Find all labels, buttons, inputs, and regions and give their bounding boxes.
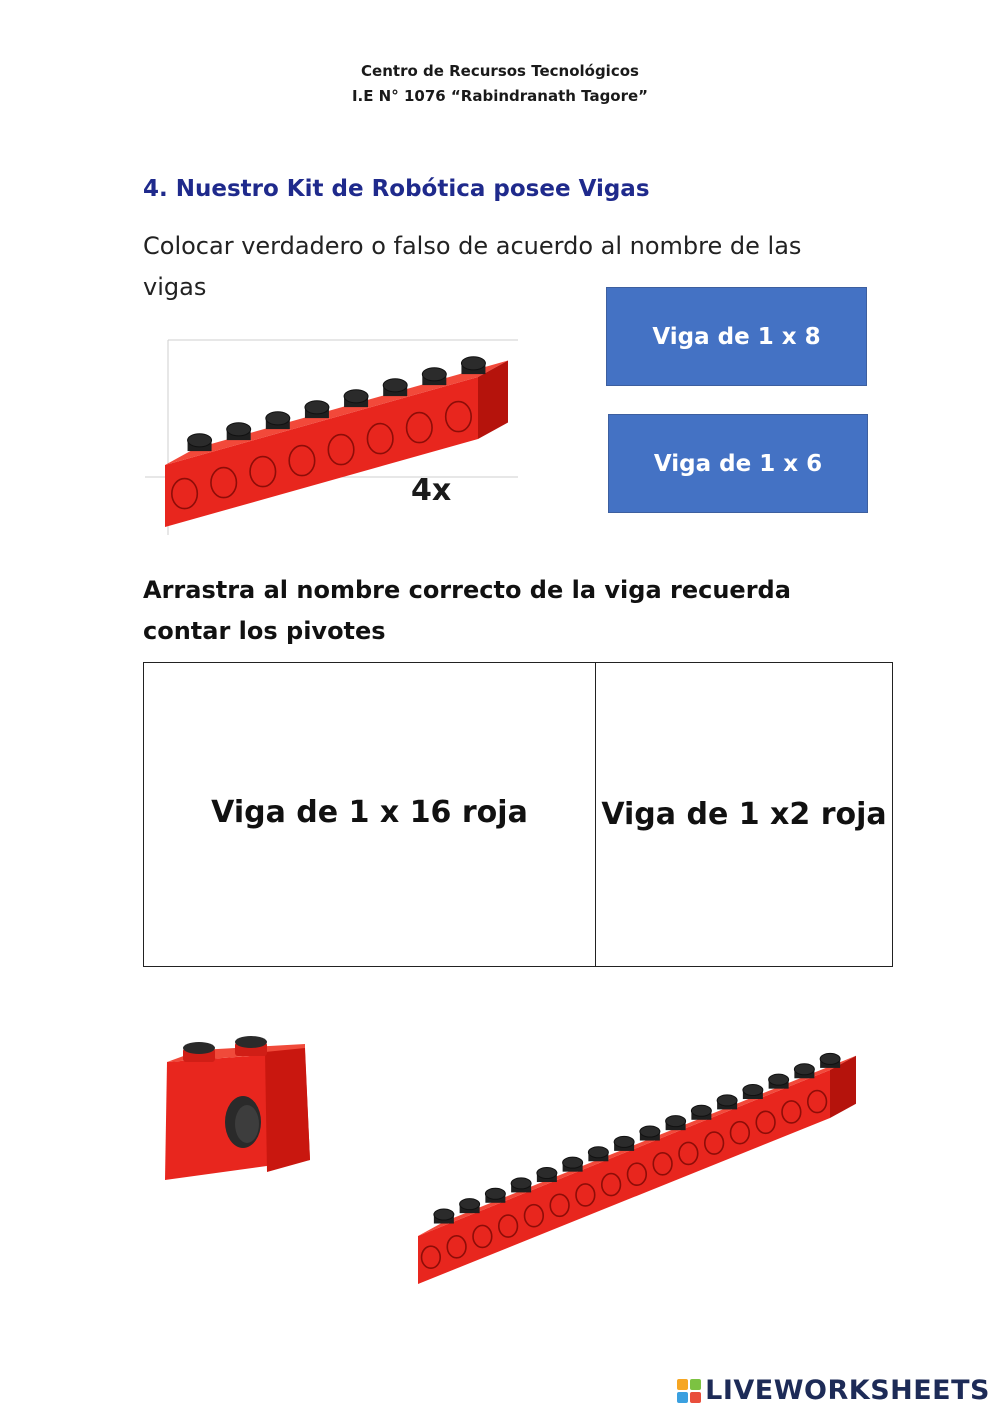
drop-target-1x16[interactable] [144, 663, 596, 966]
beam-stud [588, 1147, 608, 1158]
beam-stud [383, 379, 407, 392]
beam-stud [485, 1188, 505, 1199]
beam-stud [537, 1168, 557, 1179]
beam-1x8-image [143, 335, 523, 540]
beam-front-face [418, 1070, 830, 1284]
instructions-text: Colocar verdadero o falso de acuerdo al nombre de las vigas [143, 232, 802, 301]
beam-top-face [418, 1056, 856, 1236]
beam-stud [344, 390, 368, 403]
beam-stud [434, 1209, 454, 1220]
beam-stud [461, 357, 485, 370]
drag-instruction: Arrastra al nombre correcto de la viga recuerda contar los pivotes [143, 576, 791, 645]
beam-stud [691, 1105, 711, 1116]
beam-stud [266, 412, 290, 425]
beam-stud [743, 1085, 763, 1096]
draggable-beam-1x16[interactable] [412, 1028, 862, 1293]
beam-stud [640, 1126, 660, 1137]
beam-stud [422, 368, 446, 381]
beam-stud [717, 1095, 737, 1106]
beam-stud [820, 1053, 840, 1064]
beam-stud [794, 1064, 814, 1075]
beam-stud [511, 1178, 531, 1189]
beam-stud [460, 1199, 480, 1210]
beam-stud [666, 1116, 686, 1127]
quantity-label: 4x [411, 473, 452, 508]
answer-button-1x6[interactable]: Viga de 1 x 6 [608, 414, 868, 513]
beam-stud [563, 1157, 583, 1168]
drop-target-1x2[interactable] [596, 663, 892, 966]
answer-button-1x8[interactable]: Viga de 1 x 8 [606, 287, 867, 386]
watermark-text: LIVEWORKSHEETS [705, 1375, 990, 1406]
liveworksheets-watermark [677, 1375, 990, 1406]
beam-stud [188, 434, 212, 447]
drop-target-label: Viga de 1 x2 roja [601, 797, 887, 832]
beam-stud [227, 423, 251, 436]
beam-stud [614, 1136, 634, 1147]
section-title: 4. Nuestro Kit de Robótica posee Vigas [143, 176, 650, 202]
beam-stud [769, 1074, 789, 1085]
drop-target-label: Viga de 1 x 16 roja [211, 795, 528, 830]
draggable-beam-1x2[interactable] [155, 1032, 315, 1187]
liveworksheets-logo-icon [677, 1379, 701, 1403]
header-line-2: I.E N° 1076 “Rabindranath Tagore” [351, 87, 649, 105]
beam-stud [305, 401, 329, 414]
drop-table [143, 662, 893, 967]
header-line-1: Centro de Recursos Tecnológicos [361, 62, 639, 80]
